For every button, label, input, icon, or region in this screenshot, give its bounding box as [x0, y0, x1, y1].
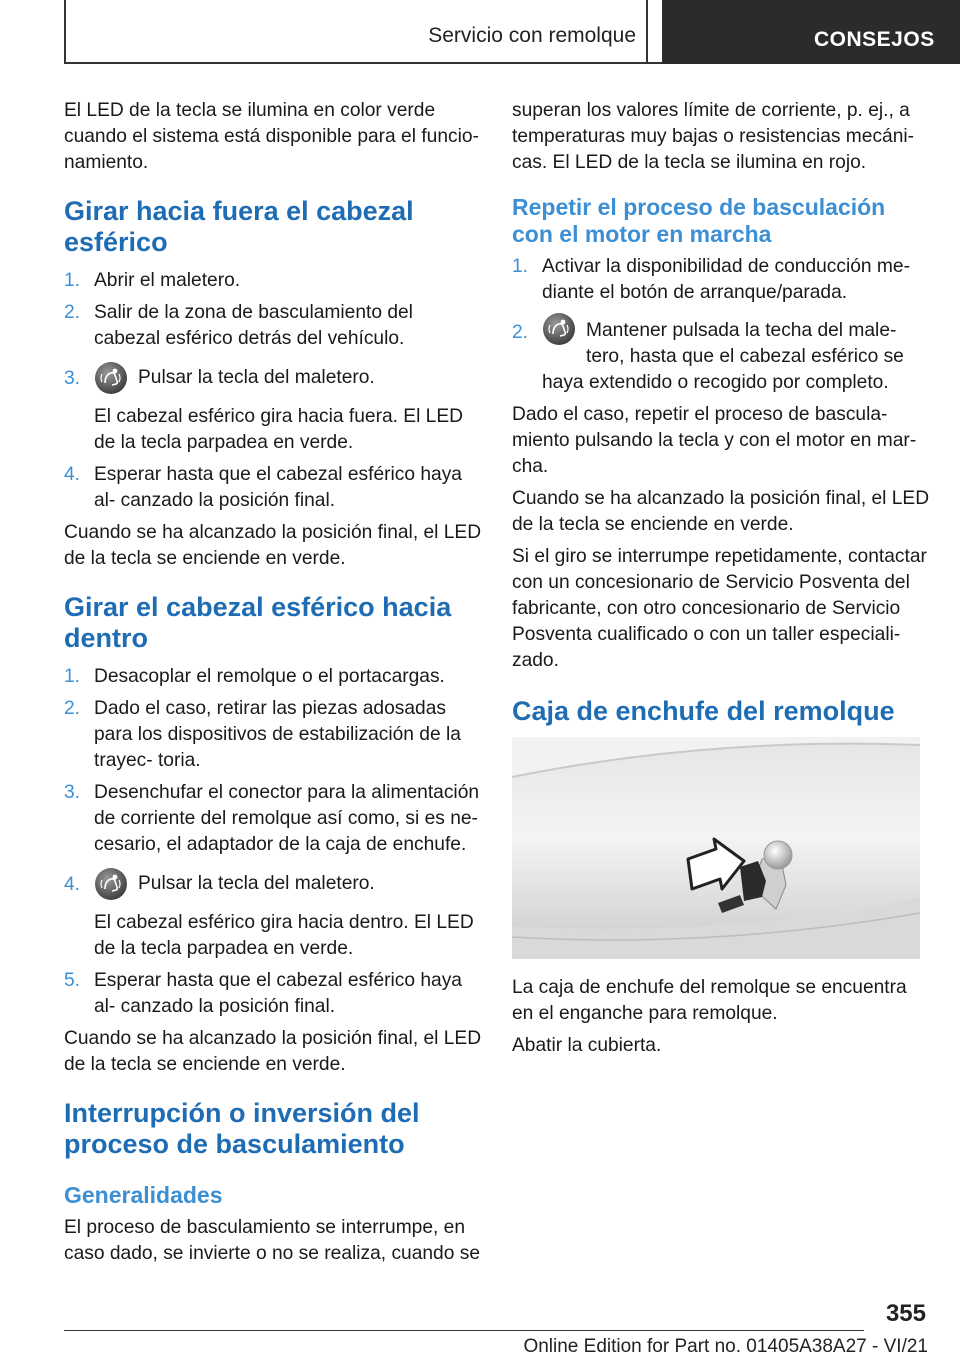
step-text: Desenchufar el conector para la alimentación de corriente del remolque así como, si es ne- cesario, el adaptador de la caja de enchufe.	[94, 782, 480, 855]
step-number: 1.	[512, 256, 529, 277]
step-number: 2.	[512, 322, 529, 343]
step-number: 1.	[64, 666, 81, 687]
socket-location-paragraph: La caja de enchufe del remolque se encuentra en el enganche para remolque.	[512, 977, 907, 1024]
step-text: Esperar hasta que el cabezal esférico haya al- canzado la posición final.	[94, 970, 462, 1017]
list-item	[64, 462, 484, 514]
heading-swing-in: Girar el cabezal esférico hacia dentro	[64, 592, 452, 653]
list-item	[64, 268, 484, 294]
step-icon-line	[94, 358, 484, 398]
list-item	[64, 864, 484, 962]
step-number: 4.	[64, 464, 81, 485]
step-number: 3.	[64, 368, 81, 389]
tailgate-hitch-button-icon	[94, 361, 128, 395]
steps-repeat	[512, 254, 930, 396]
step-number: 2.	[64, 302, 81, 323]
header-rule-mid	[646, 0, 648, 64]
contact-paragraph: Si el giro se interrumpe repetidamente, contactar con un concesionario de Servicio Posventa del fabricante, con otro concesionario de Servicio Posventa cualificado o con un taller especiali- zado.	[512, 546, 927, 671]
heading-swing-out: Girar hacia fuera el cabezal esférico	[64, 196, 414, 257]
step-number: 2.	[64, 698, 81, 719]
list-item	[64, 696, 484, 774]
header-section-title: Servicio con remolque	[428, 24, 636, 47]
header-rule-bottom	[64, 62, 662, 64]
result-paragraph: Cuando se ha alcanzado la posición final, el LED de la tecla se enciende en verde.	[64, 1028, 482, 1075]
right-column	[512, 98, 930, 1065]
list-item	[64, 358, 484, 456]
step-text: Pulsar la tecla del maletero.	[138, 873, 375, 894]
steps-swing-in	[64, 664, 484, 1020]
heading-socket: Caja de enchufe del remolque	[512, 696, 895, 726]
list-item	[64, 968, 484, 1020]
general-paragraph: El proceso de basculamiento se interrumpe, en caso dado, se invierte o no se realiza, cuando se	[64, 1217, 480, 1264]
step-text: Salir de la zona de basculamiento del cabezal esférico detrás del vehículo.	[94, 302, 413, 349]
list-item	[512, 254, 930, 306]
step-number: 1.	[64, 270, 81, 291]
result-paragraph: Cuando se ha alcanzado la posición final, el LED de la tecla se enciende en verde.	[512, 488, 930, 535]
subheading-general: Generalidades	[64, 1182, 223, 1208]
list-item	[64, 664, 484, 690]
list-item	[64, 300, 484, 352]
step-text: Mantener pulsada la techa del male- tero, hasta que el cabezal esférico se haya extendido o recogido por completo.	[542, 320, 904, 393]
footer-rule	[64, 1330, 864, 1331]
intro-paragraph: El LED de la tecla se ilumina en color verde cuando el sistema está disponible para el funcio- namiento.	[64, 100, 479, 173]
step-text: Pulsar la tecla del maletero.	[138, 367, 375, 388]
trailer-socket-photo	[512, 737, 920, 959]
list-item	[64, 780, 484, 858]
step-number: 5.	[64, 970, 81, 991]
continued-paragraph: superan los valores límite de corriente, p. ej., a temperaturas muy bajas o resistencias mecáni- cas. El LED de la tecla se ilumina en rojo.	[512, 100, 915, 173]
steps-swing-out	[64, 268, 484, 514]
list-item	[512, 312, 930, 396]
header-chapter-tab[interactable]: CONSEJOS	[662, 0, 960, 64]
step-text: Esperar hasta que el cabezal esférico haya al- canzado la posición final.	[94, 464, 462, 511]
step-text: Desacoplar el remolque o el portacargas.	[94, 666, 445, 687]
tailgate-hitch-button-icon	[94, 867, 128, 901]
step-subtext: El cabezal esférico gira hacia fuera. El LED de la tecla parpadea en verde.	[94, 406, 464, 453]
heading-repeat-engine: Repetir el proceso de basculación con el motor en marcha	[512, 194, 886, 247]
step-text: Abrir el maletero.	[94, 270, 241, 291]
step-icon-line	[94, 864, 484, 904]
repeat-paragraph: Dado el caso, repetir el proceso de bascula- miento pulsando la tecla y con el motor en mar- cha.	[512, 404, 917, 477]
tailgate-hitch-button-icon	[542, 312, 576, 346]
footer-edition: Online Edition for Part no. 01405A38A27 - VI/21	[523, 1336, 928, 1357]
result-paragraph: Cuando se ha alcanzado la posición final, el LED de la tecla se enciende en verde.	[64, 522, 482, 569]
step-text: Activar la disponibilidad de conducción me- diante el botón de arranque/parada.	[542, 256, 910, 303]
step-number: 4.	[64, 874, 81, 895]
step-subtext: El cabezal esférico gira hacia dentro. El LED de la tecla parpadea en verde.	[94, 912, 474, 959]
page-number: 355	[885, 1300, 926, 1327]
step-number: 3.	[64, 782, 81, 803]
left-column	[64, 98, 484, 1273]
heading-interruption: Interrupción o inversión del proceso de basculamiento	[64, 1098, 420, 1159]
open-cover-paragraph: Abatir la cubierta.	[512, 1035, 662, 1056]
step-text: Dado el caso, retirar las piezas adosadas para los dispositivos de estabilización de la trayec- toria.	[94, 698, 461, 771]
